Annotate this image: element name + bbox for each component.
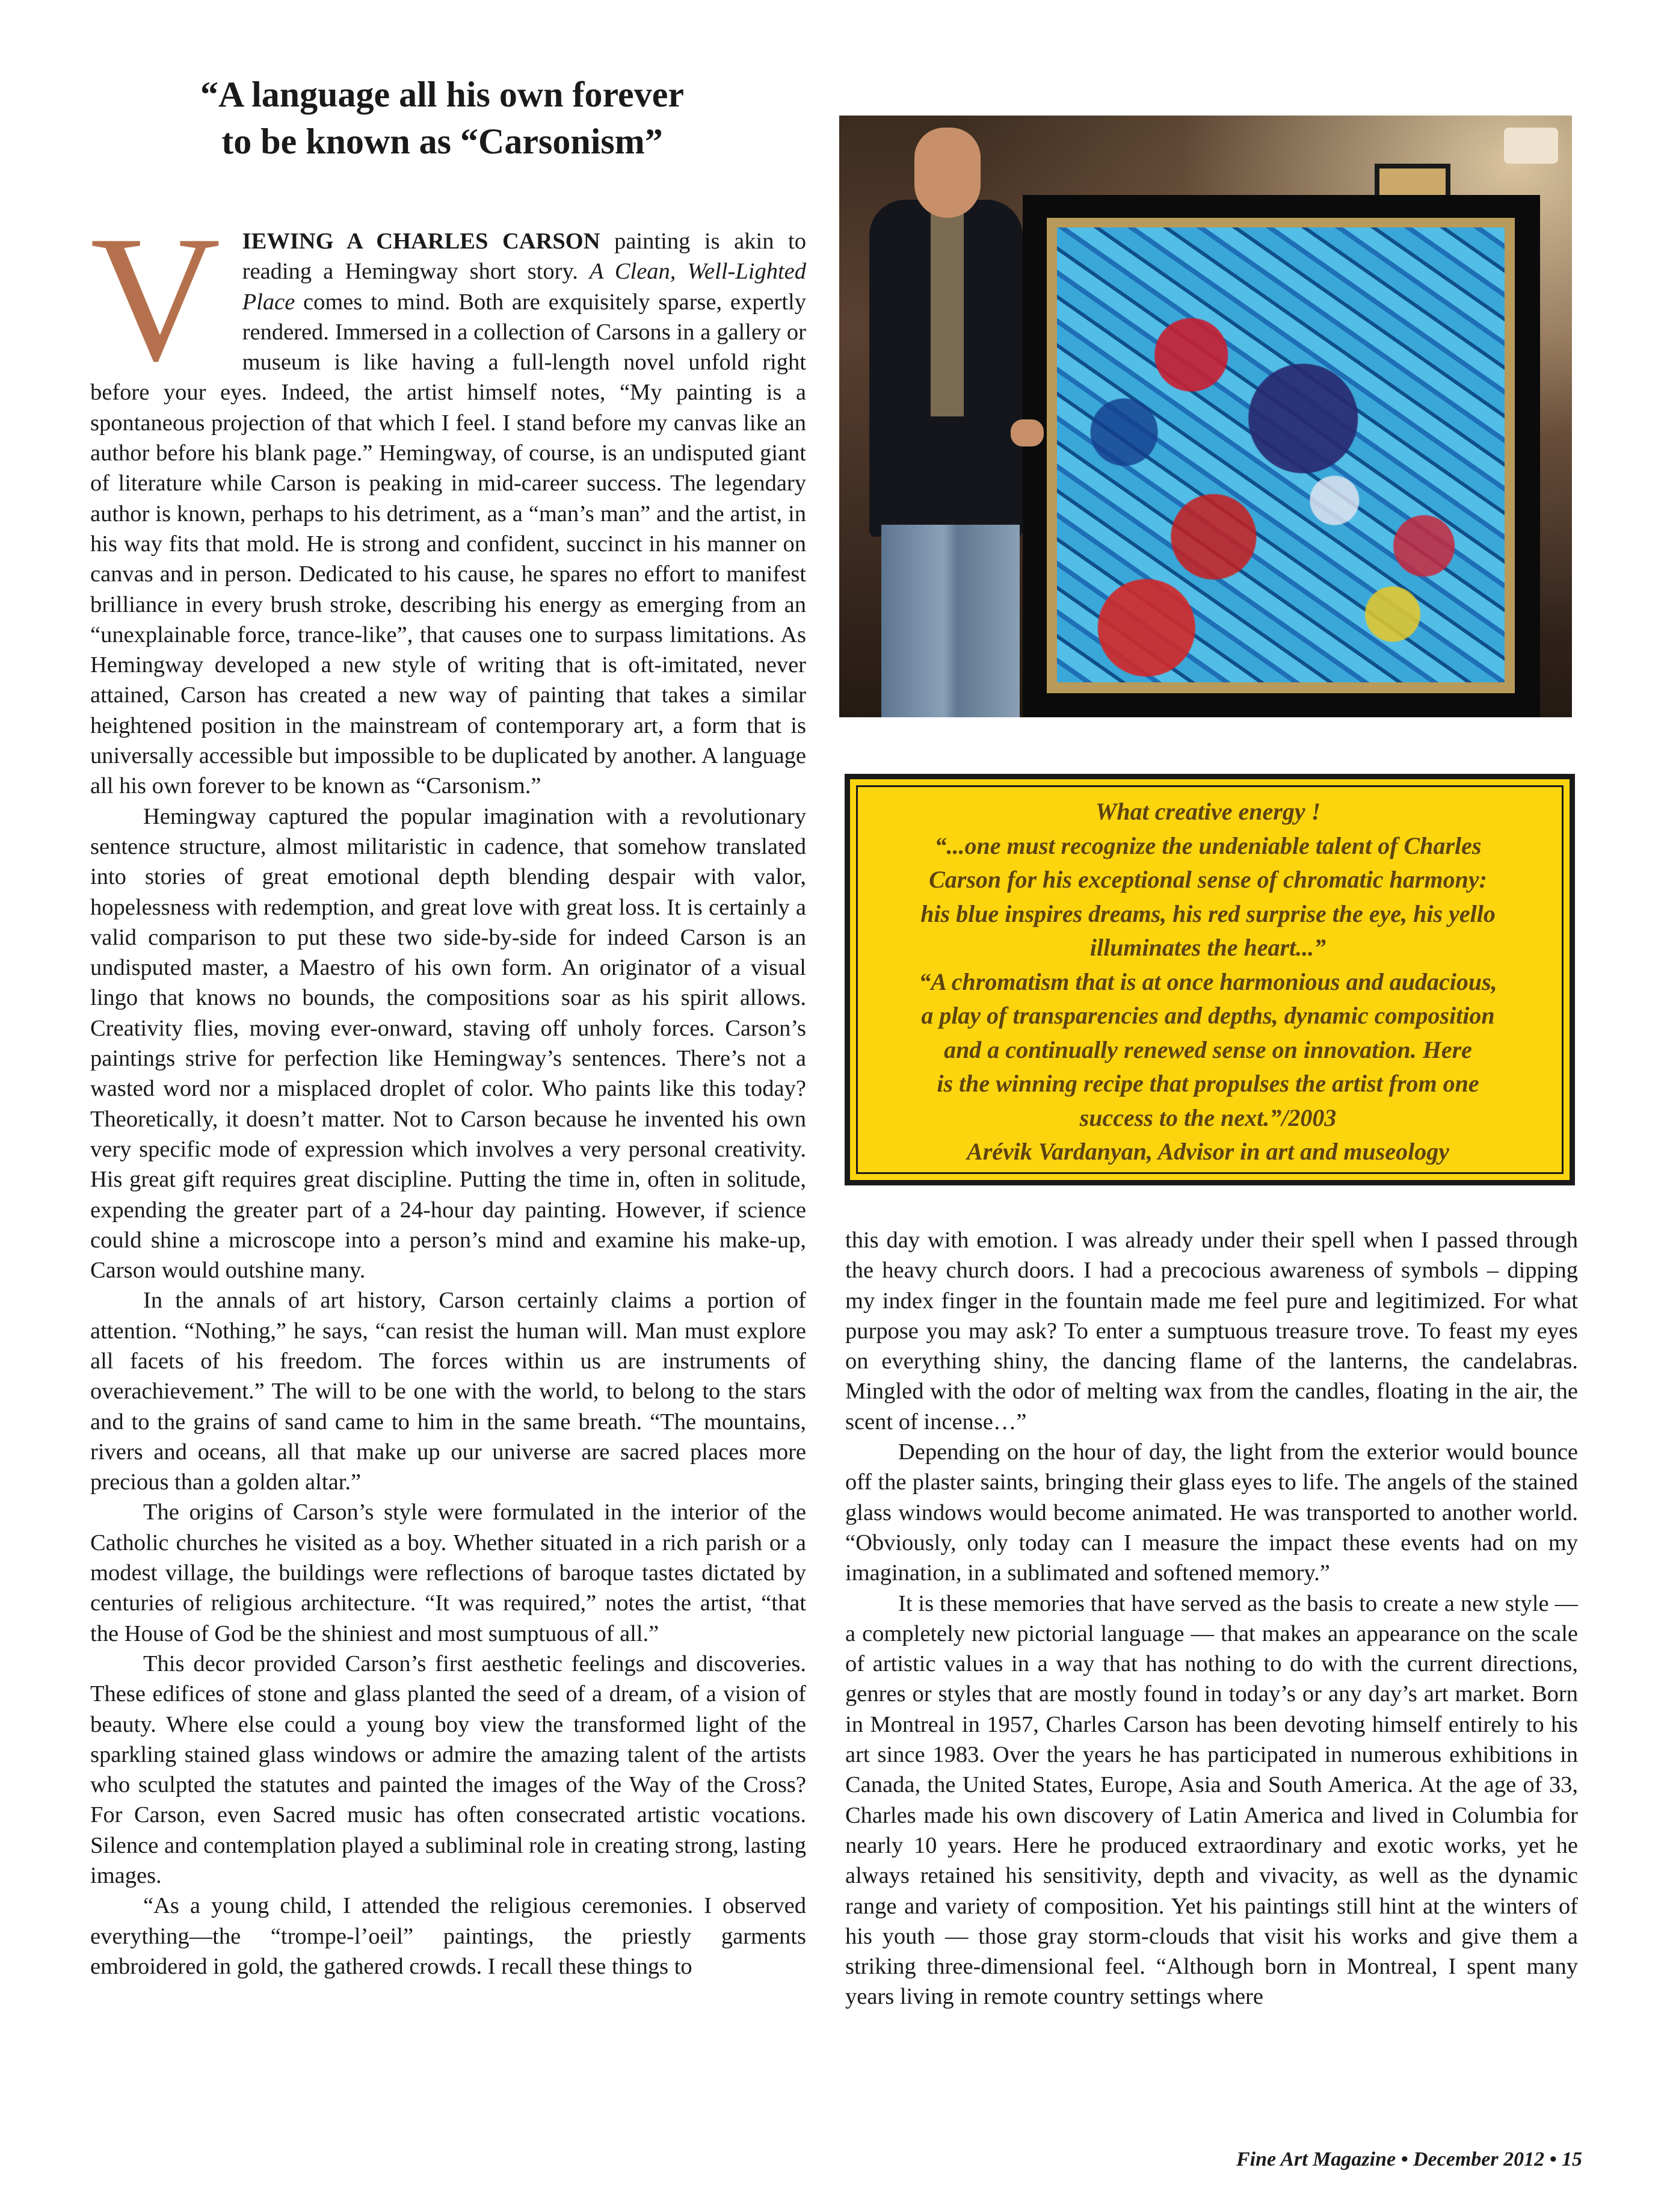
artist-shirt: [931, 212, 964, 416]
quote-line: is the winning recipe that propulses the artist from one: [937, 1070, 1479, 1097]
quote-line: Carson for his exceptional sense of chromatic harmony:: [929, 866, 1487, 893]
quote-line: a play of transparencies and depths, dynamic composition: [921, 1002, 1495, 1029]
headline-line-1: “A language all his own forever: [200, 75, 684, 114]
paragraph-text: comes to mind. Both are exquisitely sparse, expertly rendered. Immersed in a collection of Carsons in a gallery or museum is like having a full-length novel unfold right before your eyes. Indeed, the artist himself notes, “My painting is a spontaneous projection of that which I feel. I stand before my canvas like an author before his blank page.” Hemingway, of course, is an undisputed giant of literature while Carson is peaking in mid-career success. The legendary author is known, perhaps to his detriment, as a “man’s man” and the artist, in his way fits that mold. He is strong and confident, succinct in his manner on canvas and in person. Dedicated to his cause, he spares no effort to manifest brilliance in every brush stroke, describing his energy as emerging from an “unexplainable force, trance-like”, that causes one to surpass limitations. As Hemingway developed a new style of writing that is oft-imitated, never attained, Carson has created a new way of painting that takes a similar heightened position in the mainstream of contemporary art, a form that is universally accessible but impossible to be duplicated by another. A language all his own forever to be known as “Carsonism.”: [90, 289, 807, 799]
quote-line: success to the next.”/2003: [1079, 1104, 1337, 1131]
article-paragraph-8: Depending on the hour of day, the light from the exterior would bounce off the plaster saints, bringing their glass eyes to life. The angels of the stained glass windows would become animated. He was transported to another world. “Obviously, only today can I measure the impact these events had on my imagination, in a sublimated and softened memory.”: [845, 1439, 1578, 1586]
article-paragraph-7: this day with emotion. I was already under their spell when I passed through the heavy church doors. I had a precocious awareness of symbols – dipping my index finger in the fountain made me feel pure and legitimized. For what purpose you may ask? To enter a sumptuous treasure trove. To feast my eyes on everything shiny, the dancing flame of the lanterns, the candelabras. Mingled with the odor of melting wax from the candles, floating in the air, the scent of incense…”: [845, 1228, 1578, 1435]
lead-in: IEWING A CHARLES CARSON: [242, 229, 600, 254]
quote-line: his blue inspires dreams, his red surprise the eye, his yello: [920, 900, 1496, 927]
drop-cap: V: [90, 199, 221, 398]
quote-line: “...one must recognize the undeniable talent of Charles: [934, 832, 1482, 859]
artist-photo: [839, 116, 1572, 717]
article-paragraph-2: Hemingway captured the popular imagination with a revolutionary sentence structure, almost militaristic in cadence, that somehow translated into stories of great emotional depth blending despair with valor, hopelessness with redemption, and great love with great loss. It is certainly a valid comparison to put these two side-by-side for indeed Carson is an undisputed master, a Maestro of his own form. An originator of a visual lingo that knows no bounds, the compositions soar as his spirit allows. Creativity flies, moving ever-onward, staving off unholy forces. Carson’s paintings strive for perfection like Hemingway’s sentences. There’s not a wasted word nor a misplaced droplet of color. Who paints like this today? Theoretically, it doesn’t matter. Not to Carson because he invented his own very specific mode of expression which involves a very personal creativity. His great gift requires great discipline. Putting the time in, often in solitude, expending the greater part of a 24-hour day painting. However, if science could shine a microscope into a person’s mind and examine his make-up, Carson would outshine many.: [90, 803, 806, 1284]
article-column-left: [90, 199, 807, 1982]
artist-jeans: [881, 525, 1020, 717]
painting-canvas: [1057, 227, 1505, 682]
story-title: A Clean, Well-Lighted Place: [242, 259, 806, 315]
article-paragraph-1: [90, 199, 807, 802]
headline-line-2: to be known as “Carsonism”: [221, 122, 663, 161]
quote-line: illuminates the heart...”: [1089, 934, 1326, 961]
article-paragraph-5: This decor provided Carson’s first aesthetic feelings and discoveries. These edifices of stone and glass planted the seed of a dream, of a vision of beauty. Where else could a young boy view the transformed light of the sparkling stained glass windows or admire the amazing talent of the artists who sculpted the statutes and painted the images of the Way of the Cross? For Carson, even Sacred music has often consecrated artistic vocations. Silence and contemplation played a subliminal role in creating strong, lasting images.: [90, 1651, 806, 1889]
quote-line: and a continually renewed sense on innovation. Here: [944, 1036, 1472, 1063]
article-headline: [120, 71, 764, 165]
pull-quote-box: [845, 774, 1575, 1185]
article-paragraph-9: It is these memories that have served as the basis to create a new style — a completely new pictorial language — that makes an appearance on the scale of artistic values in a way that has nothing to do with the current directions, genres or styles that are mostly found in today’s or any day’s art market. Born in Montreal in 1957, Charles Carson has been devoting himself entirely to his art since 1983. Over the years he has participated in numerous exhibitions in Canada, the United States, Europe, Asia and South America. At the age of 33, Charles made his own discovery of Latin America and lived in Columbia for nearly 10 years. Here he produced extraordinary and exotic works, yet he always retained his sensitivity, depth and vivacity, as well as the dynamic range and variety of composition. Yet his paintings still hint at the winters of his youth — those gray storm-clouds that visit his works and give them a striking three-dimensional feel. “Although born in Montreal, I spent many years living in remote country settings where: [845, 1590, 1578, 2010]
quote-attribution: Arévik Vardanyan, Advisor in art and museology: [967, 1138, 1449, 1165]
artist-head: [914, 128, 981, 218]
pull-quote-text: [868, 795, 1548, 1169]
quote-line: What creative energy !: [1095, 798, 1321, 825]
article-paragraph-4: The origins of Carson’s style were formulated in the interior of the Catholic churches he visited as a boy. Whether situated in a rich parish or a modest village, the buildings were reflections of baroque tastes dictated by centuries of religious architecture. “It was required,” notes the artist, “that the House of God be the shiniest and most sumptuous of all.”: [90, 1500, 806, 1646]
wall-sconce: [1504, 128, 1558, 164]
article-paragraph-6: “As a young child, I attended the religious ceremonies. I observed everything—the “trompe-l’oeil” paintings, the priestly garments embroidered in gold, the gathered crowds. I recall these things to: [90, 1893, 806, 1979]
page-footer: Fine Art Magazine • December 2012 • 15: [1236, 2148, 1582, 2170]
quote-line: “A chromatism that is at once harmonious and audacious,: [919, 968, 1497, 995]
artist-hand: [1011, 419, 1044, 446]
article-column-right: [845, 1225, 1578, 2012]
article-paragraph-3: In the annals of art history, Carson certainly claims a portion of attention. “Nothing,” he says, “can resist the human will. Man must explore all facets of his freedom. The forces within us are instruments of overachievement.” The will to be one with the world, to belong to the stars and to the grains of sand came to him in the same breath. “The mountains, rivers and oceans, all that make up our universe are sacred places more precious than a golden altar.”: [90, 1288, 806, 1495]
paragraph-text: painting is akin to reading a Hemingway short story.: [242, 229, 806, 285]
